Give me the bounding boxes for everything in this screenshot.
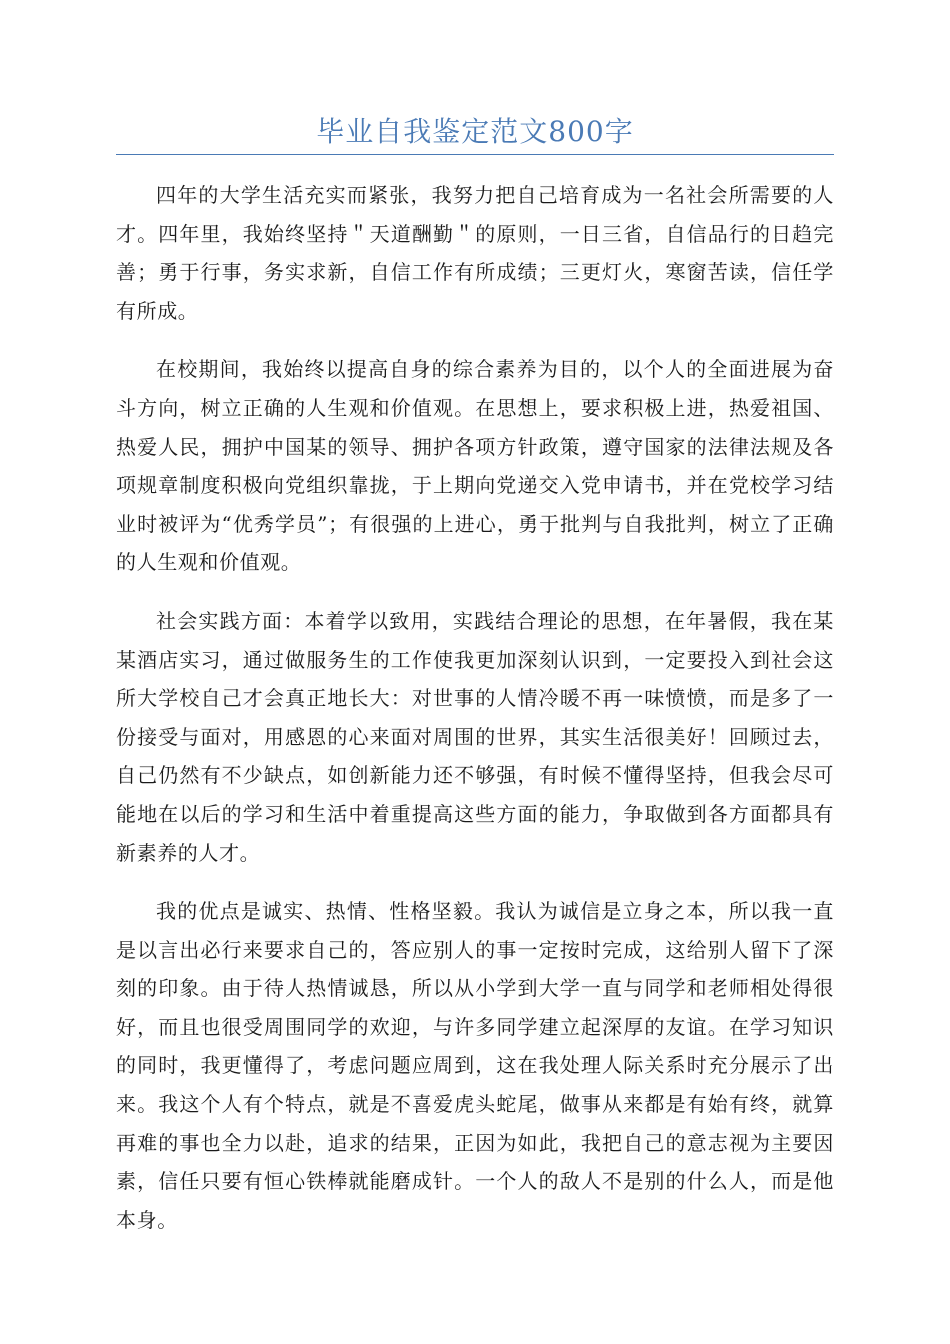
paragraph-strengths: 我的优点是诚实、热情、性格坚毅。我认为诚信是立身之本，所以我一直是以言出必行来要求自己的，答应别人的事一定按时完成，这给别人留下了深刻的印象。由于待人热情诚恳，所以从小学到大学一直与同学和老师相处得很好，而且也很受周围同学的欢迎，与许多同学建立起深厚的友谊。在学习知识的同时，我更懂得了，考虑问题应周到，这在我处理人际关系时充分展示了出来。我这个人有个特点，就是不喜爱虎头蛇尾，做事从来都是有始有终，就算再难的事也全力以赴，追求的结果，正因为如此，我把自己的意志视为主要因素，信任只要有恒心铁棒就能磨成针。一个人的敌人不是别的什么人，而是他本身。 — [116, 899, 834, 1232]
paragraph-school-period: 在校期间，我始终以提高自身的综合素养为目的，以个人的全面进展为奋斗方向，树立正确的人生观和价值观。在思想上，要求积极上进，热爱祖国、热爱人民，拥护中国某的领导、拥护各项方针政策，遵守国家的法律法规及各项规章制度积极向党组织靠拢，于上期向党递交入党申请书，并在党校学习结业时被评为“优秀学员”；有很强的上进心，勇于批判与自我批判，树立了正确的人生观和价值观。 — [116, 357, 834, 575]
document-title: 毕业自我鉴定范文800字 — [316, 115, 634, 148]
paragraph-social-practice: 社会实践方面：本着学以致用，实践结合理论的思想，在年暑假，我在某某酒店实习，通过做服务生的工作使我更加深刻认识到，一定要投入到社会这所大学校自己才会真正地长大：对世事的人情冷暖不再一味愤愤，而是多了一份接受与面对，用感恩的心来面对周围的世界，其实生活很美好！回顾过去，自己仍然有不少缺点，如创新能力还不够强，有时候不懂得坚持，但我会尽可能地在以后的学习和生活中着重提高这些方面的能力，争取做到各方面都具有新素养的人才。 — [116, 608, 834, 865]
title-underline-divider — [116, 154, 834, 155]
paragraph-intro: 四年的大学生活充实而紧张，我努力把自己培育成为一名社会所需要的人才。四年里，我始终坚持＂天道酬勤＂的原则，一日三省，自信品行的日趋完善；勇于行事，务实求新，自信工作有所成绩；三更灯火，寒窗苦读，信任学有所成。 — [116, 183, 834, 323]
document-body — [116, 176, 834, 1259]
